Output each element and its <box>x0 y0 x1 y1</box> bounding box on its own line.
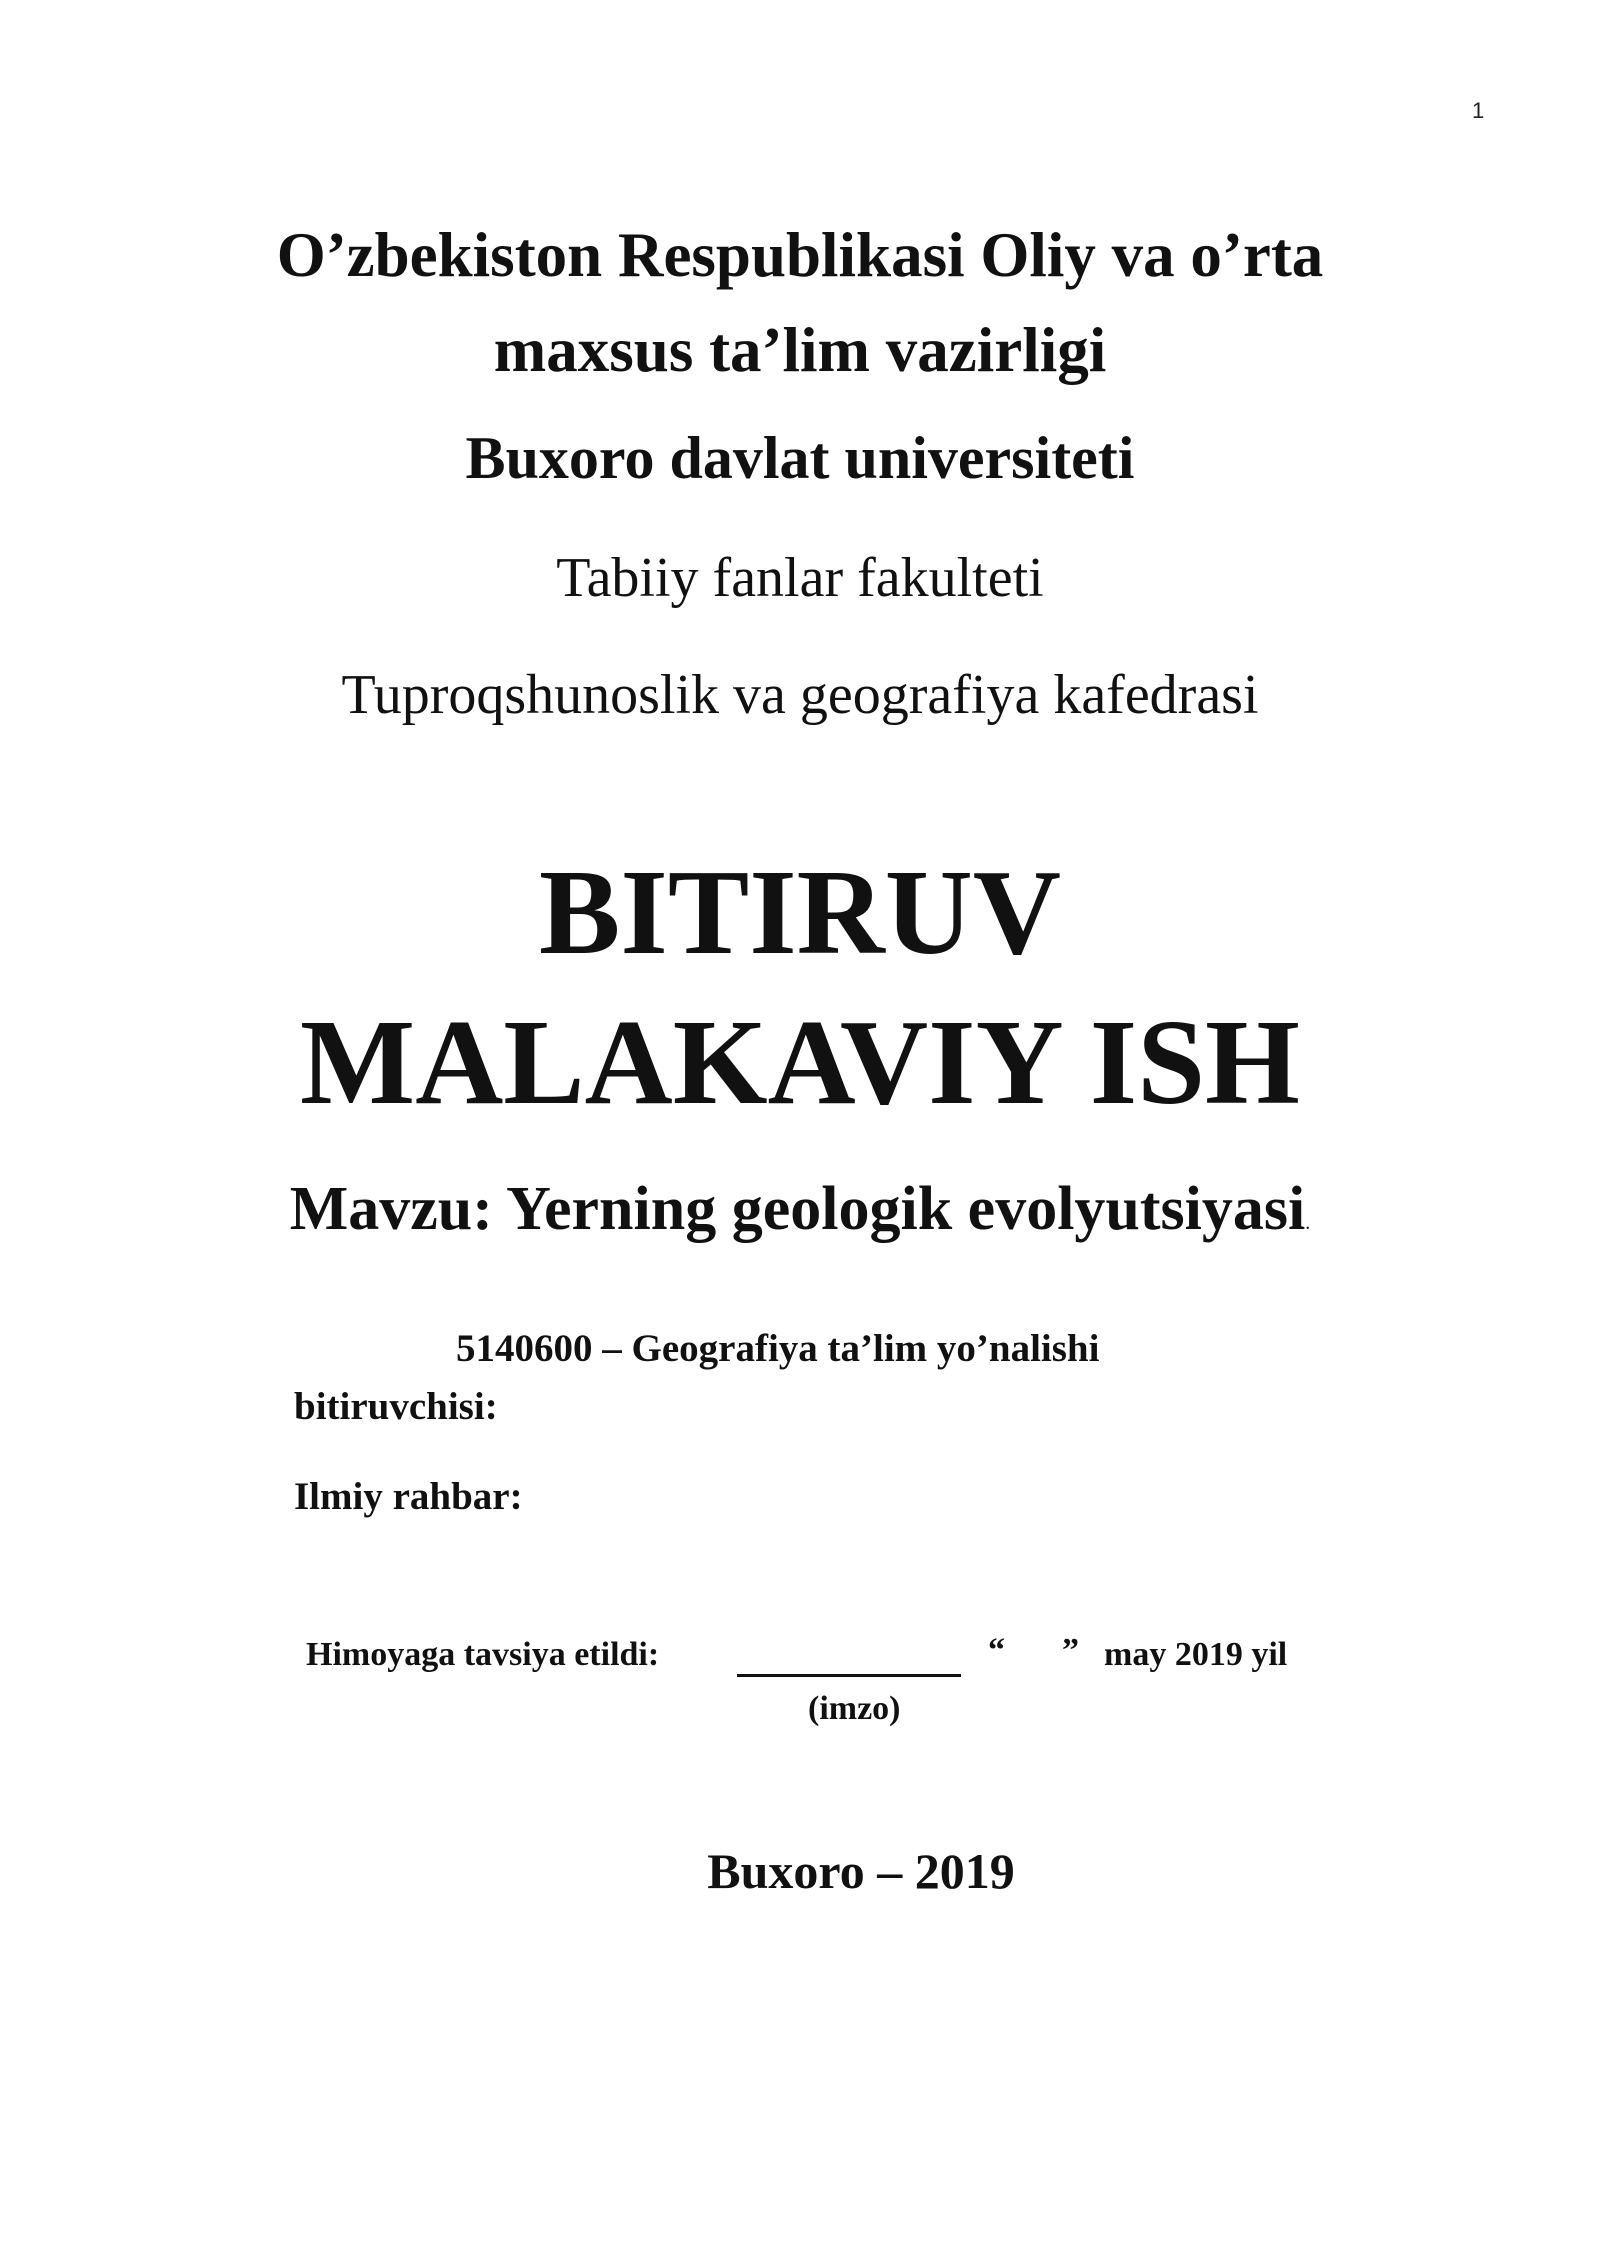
date-quote-close: ” <box>1062 1632 1079 1669</box>
study-direction: 5140600 – Geografiya ta’lim yo’nalishi <box>456 1327 1100 1370</box>
recommendation-label: Himoyaga tavsiya etildi: <box>306 1636 660 1673</box>
page-number: 1 <box>1472 98 1485 123</box>
faculty-name: Tabiiy fanlar fakulteti <box>556 547 1044 609</box>
document-title-line1: BITIRUV <box>538 845 1061 980</box>
recommendation-date: may 2019 yil <box>1104 1636 1288 1673</box>
topic-line <box>0 1174 1600 1245</box>
date-quote-open: “ <box>988 1632 1005 1669</box>
signature-line <box>737 1674 961 1677</box>
department-name: Tuproqshunoslik va geografiya kafedrasi <box>341 664 1259 726</box>
graduate-label: bitiruvchisi: <box>294 1385 498 1428</box>
signature-caption: (imzo) <box>808 1690 901 1727</box>
city-year: Buxoro – 2019 <box>707 1843 1015 1899</box>
document-title <box>0 838 1600 1138</box>
topic-text: Mavzu: Yerning geologik evolyutsiyasi <box>289 1175 1306 1243</box>
university-name: Buxoro davlat universiteti <box>465 425 1135 491</box>
document-title-line2: MALAKAVIY ISH <box>300 995 1300 1130</box>
supervisor-label: Ilmiy rahbar: <box>294 1475 523 1518</box>
ministry-heading: O’zbekiston Respublikasi Oliy va o’rta maxsus ta’lim vazirligi <box>276 220 1324 385</box>
topic-trailing-period: . <box>1305 1212 1311 1234</box>
